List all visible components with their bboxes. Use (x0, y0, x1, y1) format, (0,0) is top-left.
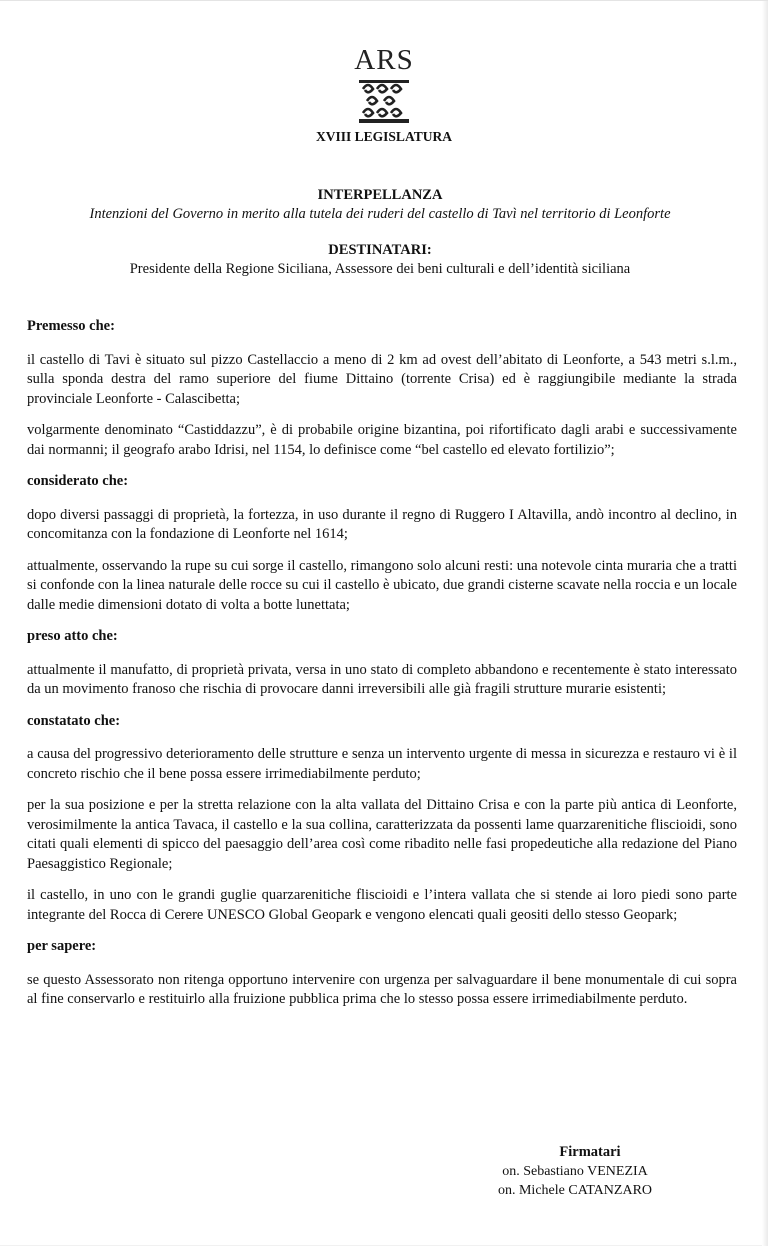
signatory-name: on. Sebastiano VENEZIA (502, 1164, 648, 1179)
section-heading: per sapere: (27, 938, 97, 954)
paragraph: attualmente il manufatto, di proprietà privata, versa in uno stato di completo abbandono e recentemente è stato interessato da un movimento franoso che rischia di provocare danni irreversibili alle già fragili strutture murarie esistenti; (27, 661, 737, 697)
document-type: INTERPELLANZA (317, 187, 443, 203)
paragraph: se questo Assessorato non ritenga opportuno intervenire con urgenza per salvaguardare il bene monumentale di cui sopra al fine conservarlo e restituirlo alla fruizione pubblica prima che lo stesso possa essere irrimediabilmente perduto. (27, 971, 737, 1007)
section-heading: preso atto che: (27, 628, 118, 644)
paragraph: a causa del progressivo deterioramento delle strutture e senza un intervento urgente di messa in sicurezza e restauro vi è il concreto rischio che il bene possa essere irrimediabilmente perduto; (27, 746, 737, 782)
document-subject: Intenzioni del Governo in merito alla tutela dei ruderi del castello di Tavì nel territorio di Leonforte (89, 206, 671, 222)
section-heading: Premesso che: (27, 318, 115, 334)
paragraph: attualmente, osservando la rupe su cui sorge il castello, rimangono solo alcuni resti: una notevole cinta muraria che a tratti si confonde con la linea naturale delle rocce su cui il castello è ubicato, due grandi cisterne scavate nella roccia e un locale dalle medie dimensioni dotato di volta a botte lunettata; (27, 557, 737, 613)
title-block (20, 185, 740, 279)
paragraph: dopo diversi passaggi di proprietà, la fortezza, in uso durante il regno di Ruggero I Altavilla, andò incontro al declino, in concomitanza con la fondazione di Leonforte nel 1614; (27, 506, 737, 542)
recipients-list: Presidente della Regione Siciliana, Assessore dei beni culturali e dell’identità siciliana (129, 261, 631, 277)
paragraph: volgarmente denominato “Castiddazzu”, è di probabile origine bizantina, poi rifortificato dagli arabi e successivamente dai normanni; il geografo arabo Idrisi, nel 1154, lo definisce come “bel castello ed elevato fortilizio”; (27, 422, 737, 458)
paragraph: per la sua posizione e per la stretta relazione con la alta vallata del Dittaino Crisa e con la parte più antica di Leonforte, verosimilmente la antica Tavaca, il castello e la sua collina, caratterizzata da possenti lame quarzarenitiche fliscioidi, sono citati quali elementi di spicco del paesaggio dell’area così come ribadito nelle fasi propedeutiche alla redazione del Piano Paesaggistico Regionale; (27, 797, 737, 872)
signatures-heading: Firmatari (559, 1144, 621, 1160)
ars-spiral-emblem-icon (357, 79, 411, 125)
paragraph: il castello, in uno con le grandi guglie quarzarenitiche fliscioidi e l’intera vallata che si stende ai loro piedi sono parte integrante del Rocca di Cerere UNESCO Global Geopark e vengono elencati quali geositi dello stesso Geopark; (27, 887, 737, 923)
page-edge (762, 1, 768, 1246)
document-header (0, 43, 768, 145)
recipients-heading: DESTINATARI: (328, 242, 432, 258)
signatures-block (430, 1143, 720, 1200)
section-heading: considerato che: (27, 473, 129, 489)
section-heading: constatato che: (27, 712, 121, 729)
document-body (27, 317, 737, 1022)
signatory-name: on. Michele CATANZARO (497, 1183, 653, 1198)
org-name: ARS (354, 44, 414, 76)
paragraph: il castello di Tavi è situato sul pizzo Castellaccio a meno di 2 km ad ovest dell’abitato di Leonforte, a 543 metri s.l.m., sulla sponda destra del ramo superiore del fiume Dittaino (torrente Crisa) ed è raggiungibile mediante la strada provinciale Leonforte - Calascibetta; (27, 351, 737, 407)
legislatura-label: XVIII LEGISLATURA (316, 129, 452, 144)
